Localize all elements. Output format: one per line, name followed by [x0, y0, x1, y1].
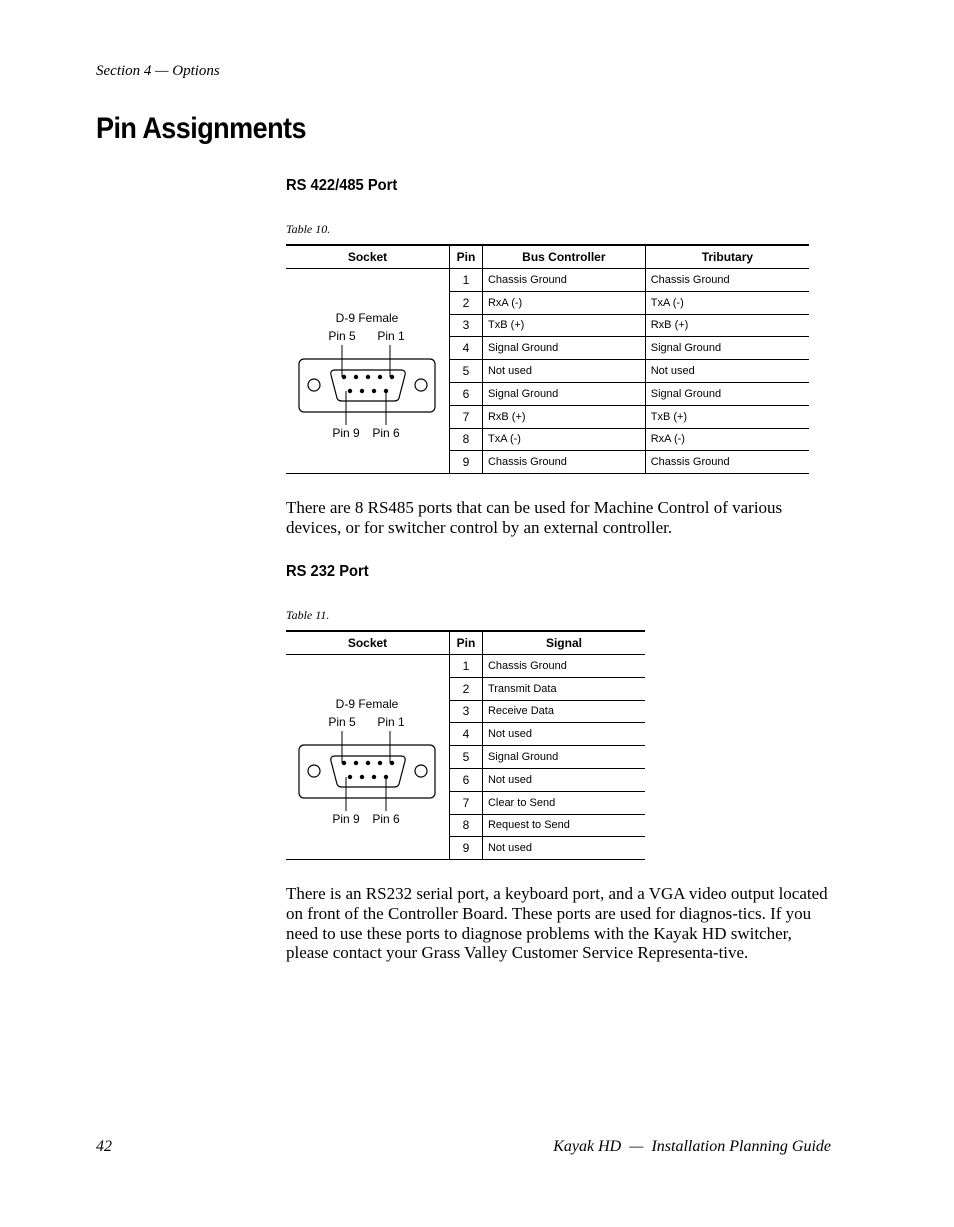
pin-number: 1: [450, 655, 483, 678]
pin-number: 1: [450, 269, 483, 292]
bus-controller-cell: Signal Ground: [482, 382, 645, 405]
tributary-cell: Not used: [645, 360, 809, 383]
col-pin: Pin: [450, 245, 483, 269]
mount-hole-right: [415, 765, 427, 777]
tributary-cell: Chassis Ground: [645, 451, 809, 474]
pin6-label: Pin 6: [372, 812, 400, 827]
pin-number: 8: [450, 428, 483, 451]
pin-number: 7: [450, 791, 483, 814]
table-row: [286, 655, 645, 678]
bus-controller-cell: TxB (+): [482, 314, 645, 337]
bus-controller-cell: Signal Ground: [482, 337, 645, 360]
mount-hole-left: [308, 379, 320, 391]
pin-number: 2: [450, 291, 483, 314]
bus-controller-cell: Chassis Ground: [482, 269, 645, 292]
col-tributary: Tributary: [645, 245, 809, 269]
tributary-cell: Chassis Ground: [645, 269, 809, 292]
signal-cell: Not used: [482, 837, 645, 860]
tributary-cell: RxB (+): [645, 314, 809, 337]
signal-cell: Transmit Data: [482, 677, 645, 700]
tributary-cell: Signal Ground: [645, 337, 809, 360]
bus-controller-cell: RxB (+): [482, 405, 645, 428]
signal-cell: Chassis Ground: [482, 655, 645, 678]
socket-cell: [286, 269, 450, 474]
rs232-description: There is an RS232 serial port, a keyboard port, and a VGA video output located on front of the Controller Board. These ports are used for diagnos-tics. If you need to use these ports to diagnose problems with the Kayak HD switcher, please contact your Grass Valley Customer Service Representa-tive.: [286, 884, 828, 963]
signal-cell: Not used: [482, 768, 645, 791]
pin-number: 9: [450, 837, 483, 860]
col-socket: Socket: [286, 631, 450, 655]
rs232-pin-table: [286, 630, 645, 860]
pin-number: 2: [450, 677, 483, 700]
pin-number: 6: [450, 768, 483, 791]
pin9-label: Pin 9: [332, 426, 360, 441]
signal-cell: Clear to Send: [482, 791, 645, 814]
connector-label: D-9 Female: [335, 697, 399, 712]
rs422-pin-table: [286, 244, 809, 474]
tributary-cell: RxA (-): [645, 428, 809, 451]
pin-number: 6: [450, 382, 483, 405]
pin-number: 4: [450, 723, 483, 746]
pin-number: 9: [450, 451, 483, 474]
tributary-cell: TxA (-): [645, 291, 809, 314]
tributary-cell: Signal Ground: [645, 382, 809, 405]
mount-hole-right: [415, 379, 427, 391]
col-bus-controller: Bus Controller: [482, 245, 645, 269]
bus-controller-cell: RxA (-): [482, 291, 645, 314]
signal-cell: Not used: [482, 723, 645, 746]
page-number: 42: [96, 1138, 112, 1155]
bus-controller-cell: TxA (-): [482, 428, 645, 451]
pin5-label: Pin 5: [328, 329, 356, 344]
table-row: [286, 269, 809, 292]
mount-hole-left: [308, 765, 320, 777]
pin1-label: Pin 1: [377, 329, 405, 344]
pin-number: 8: [450, 814, 483, 837]
pin1-label: Pin 1: [377, 715, 405, 730]
table11-caption: Table 11.: [286, 608, 330, 622]
col-socket: Socket: [286, 245, 450, 269]
section-header: Section 4 — Options: [96, 63, 220, 79]
pin-number: 3: [450, 314, 483, 337]
col-signal: Signal: [482, 631, 645, 655]
pin-leader-lines: [342, 731, 390, 811]
tributary-cell: TxB (+): [645, 405, 809, 428]
pin-leader-lines: [342, 345, 390, 425]
pin-number: 5: [450, 360, 483, 383]
signal-cell: Signal Ground: [482, 746, 645, 769]
table10-caption: Table 10.: [286, 222, 331, 236]
bus-controller-cell: Chassis Ground: [482, 451, 645, 474]
page-title: Pin Assignments: [96, 112, 306, 145]
rs232-heading: RS 232 Port: [286, 563, 369, 580]
document-title: Kayak HD — Installation Planning Guide: [553, 1138, 831, 1155]
connector-label: D-9 Female: [335, 311, 399, 326]
d9-connector-diagram: [286, 301, 449, 441]
rs422-heading: RS 422/485 Port: [286, 177, 398, 194]
pin-dots: [342, 761, 394, 779]
d9-connector-diagram: [286, 687, 449, 827]
pin9-label: Pin 9: [332, 812, 360, 827]
bus-controller-cell: Not used: [482, 360, 645, 383]
pin-number: 3: [450, 700, 483, 723]
signal-cell: Request to Send: [482, 814, 645, 837]
col-pin: Pin: [450, 631, 483, 655]
pin-dots: [342, 375, 394, 393]
pin6-label: Pin 6: [372, 426, 400, 441]
pin-number: 7: [450, 405, 483, 428]
signal-cell: Receive Data: [482, 700, 645, 723]
rs422-description: There are 8 RS485 ports that can be used for Machine Control of various devices, or for switcher control by an external controller.: [286, 498, 783, 537]
pin-number: 5: [450, 746, 483, 769]
pin-number: 4: [450, 337, 483, 360]
pin5-label: Pin 5: [328, 715, 356, 730]
socket-cell: [286, 655, 450, 860]
